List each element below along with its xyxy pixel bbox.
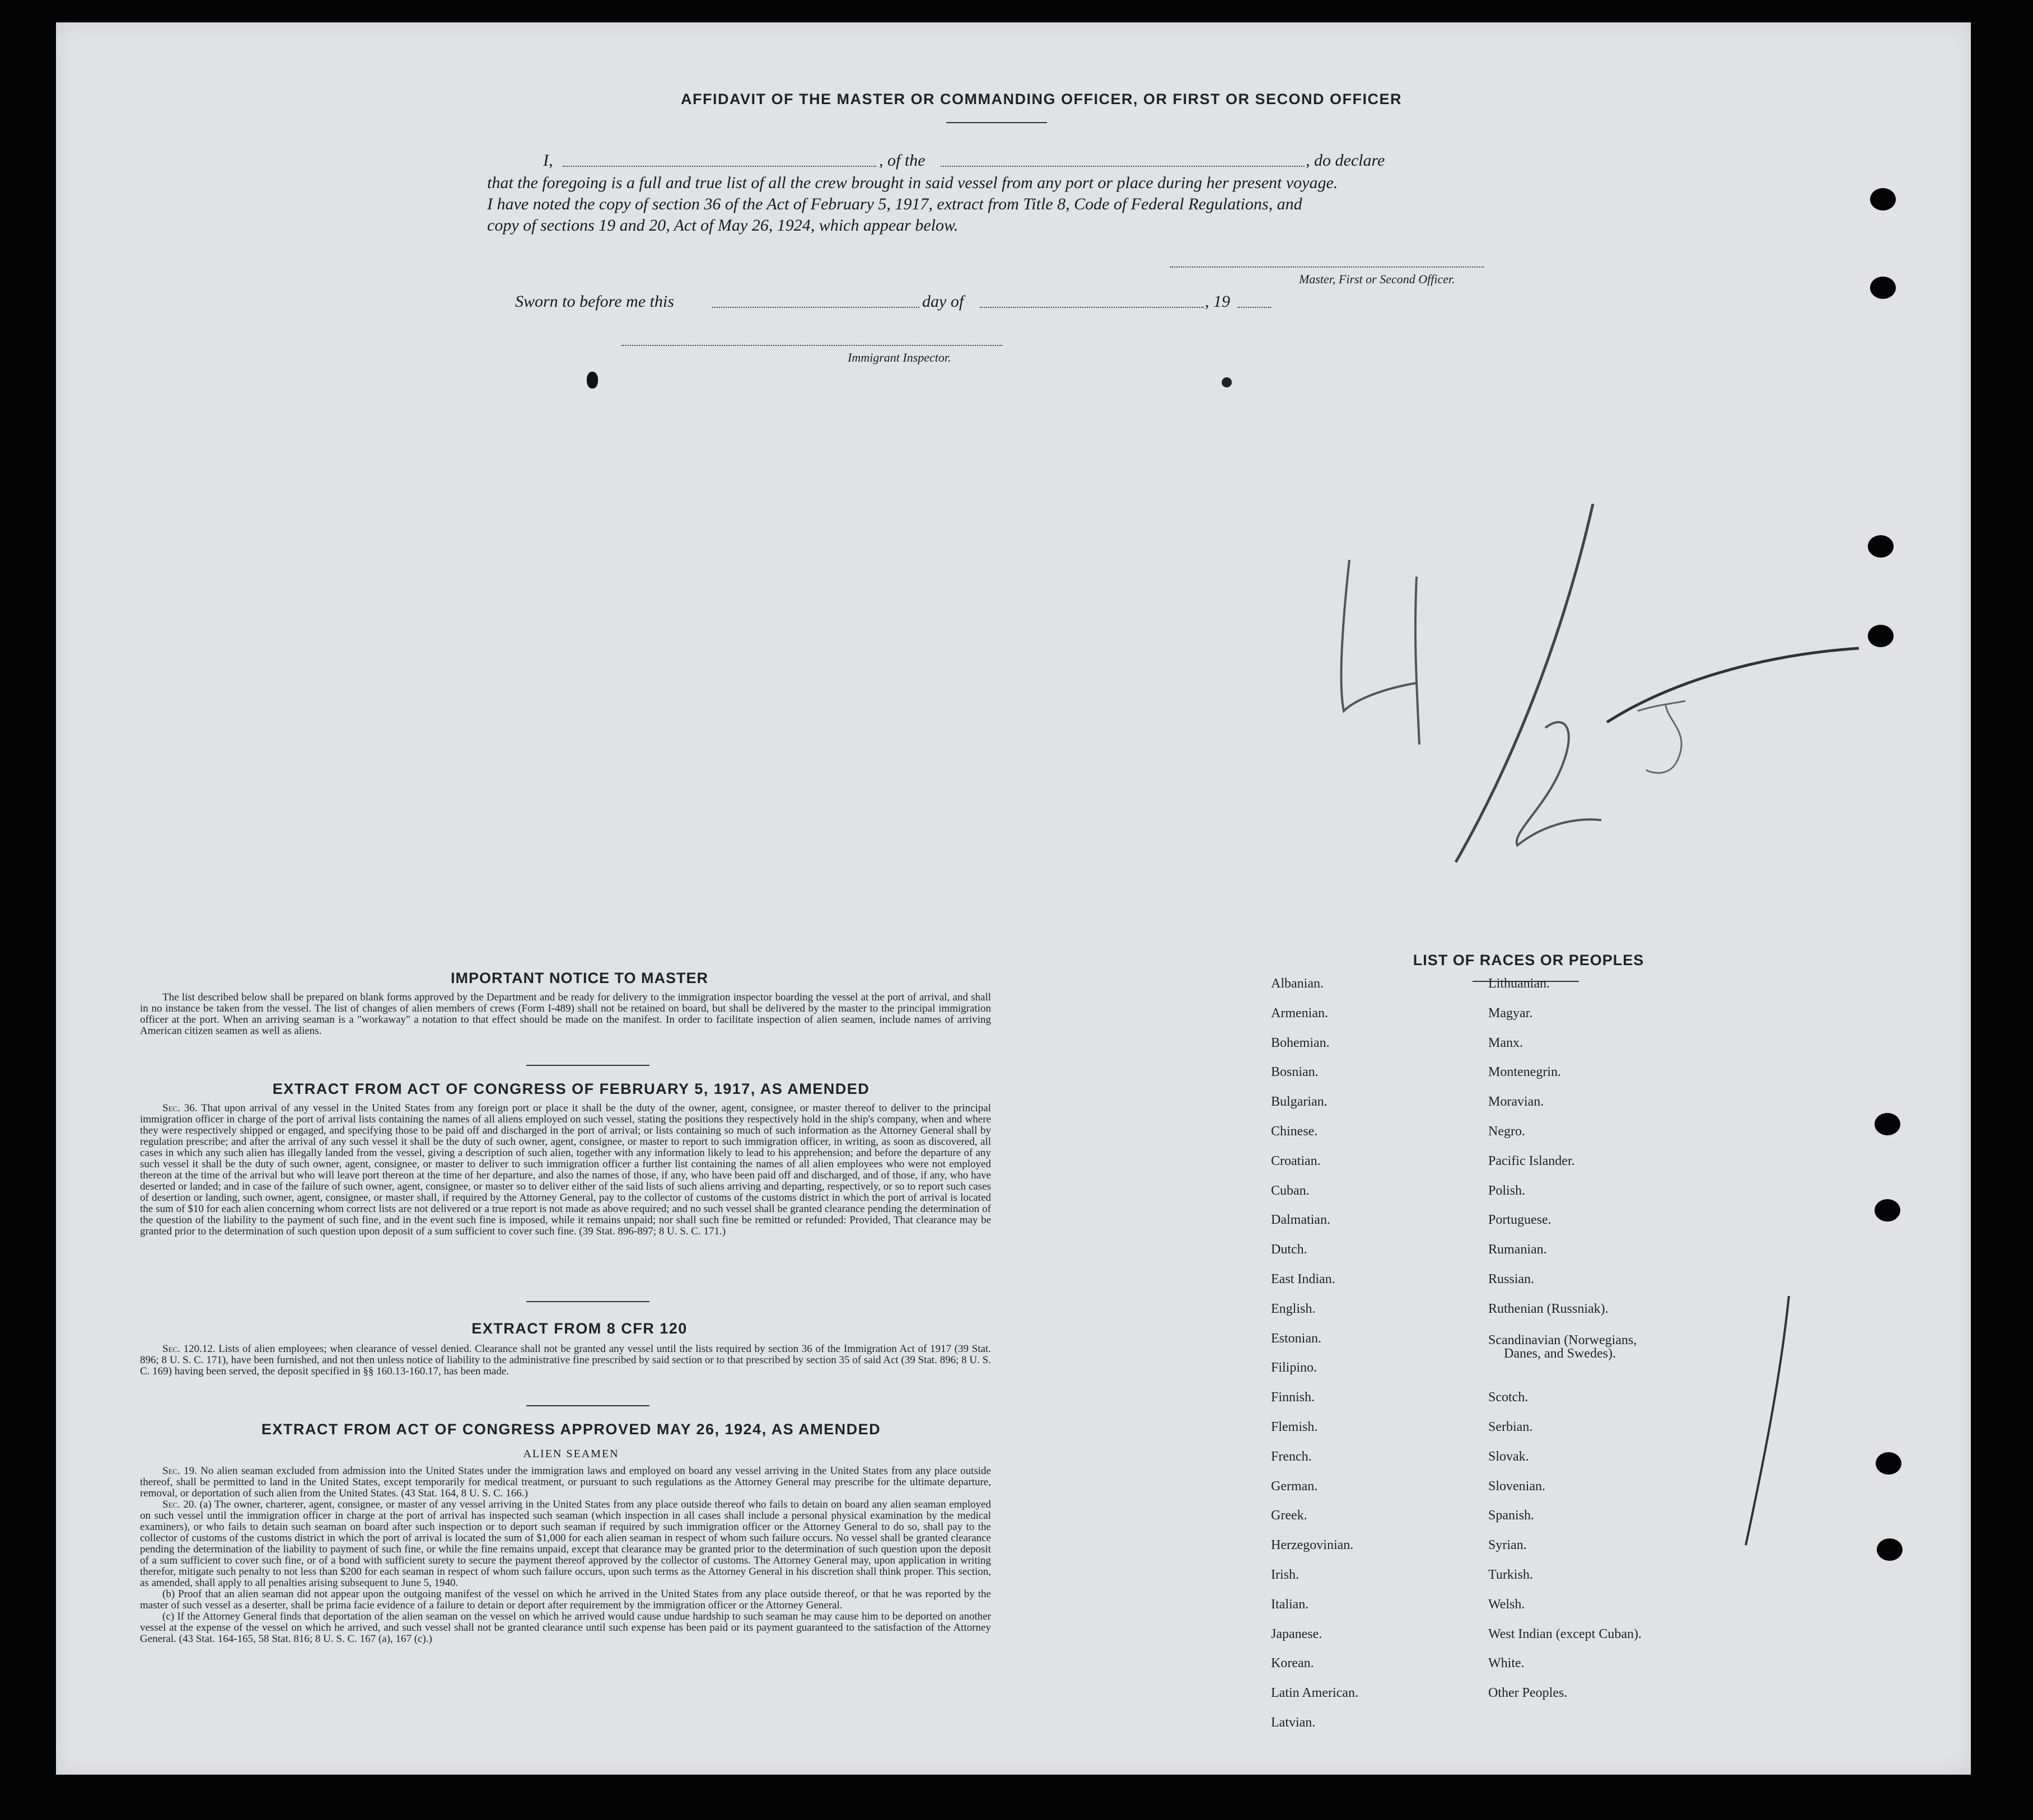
race-item: Slovak. [1488,1449,1529,1464]
declarant-i: I, [543,151,553,170]
form-page [56,22,1971,1775]
race-item: Italian. [1271,1597,1309,1612]
extract-cfr-title: EXTRACT FROM 8 CFR 120 [471,1320,688,1337]
extract-1917-title: EXTRACT FROM ACT OF CONGRESS OF FEBRUARY 5, 1917, AS AMENDED [272,1080,870,1097]
extract-1924-title: EXTRACT FROM ACT OF CONGRESS APPROVED MAY 26, 1924, AS AMENDED [261,1421,881,1438]
race-item: Ruthenian (Russniak). [1488,1301,1609,1316]
declare-label: , do declare [1306,151,1385,170]
affidavit-title: AFFIDAVIT OF THE MASTER OR COMMANDING OFFICER, OR FIRST OR SECOND OFFICER [681,91,1402,107]
sec-36-text: That upon arrival of any vessel in the United States from any foreign port or place it shall be the duty of the owner, agent, consignee, or master thereof to deliver to the principal immigration officer in charge of the port of arrival lists containing the names of all aliens employed on such vessel, stating the positions they respectively hold in the ship's company, when and where they were respectively shipped or engaged, and specifying those to be paid off and discharged in the port of arrival; or lists containing so much of such information as the Attorney General shall by regulation prescribe; and after the arrival of any such vessel it shall be the duty of such owner, agent, consignee, or master to report to such immigration officer, in writing, as soon as discovered, all cases in which any such alien has illegally landed from the vessel, giving a description of such alien, together with any information likely to lead to his apprehension; and before the departure of any such vessel it shall be the duty of such owner, agent, consignee, or master to deliver to such immigration officer a further list containing the names of all alien employees who were not employed thereon at the time of the arrival but who will leave port thereon at the time of her departure, and also the names of those, if any, who have been paid off and discharged, and of those, if any, who have deserted or landed; and in case of the failure of such owner, agent, consignee, or master so to deliver either of the said lists of such aliens arriving and departing, respectively, or so to report such cases of desertion or landing, such owner, agent, consignee, or master shall, if required by the Attorney General, pay to the collector of customs of the customs district in which the port of arrival is located the sum of $10 for each alien concerning whom correct lists are not delivered or a true report is not made as above required; and no such vessel shall be granted clearance pending the determination of the question of the liability to the payment of such fine, and in the event such fine is imposed, while it remains unpaid; nor shall such fine be remitted or refunded: Provided, That clearance may be granted prior to the determination of such question upon deposit of a sum sufficient to cover such fine. (39 Stat. 896-897; 8 U. S. C. 171.) [140,1102,991,1237]
race-item: Filipino. [1271,1360,1317,1375]
of-the-label: , of the [879,151,926,170]
inspector-label: Immigrant Inspector. [848,350,951,364]
race-item: Korean. [1271,1656,1314,1671]
binder-hole [1870,188,1896,210]
race-item: Scotch. [1488,1390,1529,1405]
race-item: Herzegovinian. [1271,1538,1354,1553]
race-item: German. [1271,1479,1318,1494]
race-item: Bosnian. [1271,1065,1319,1080]
race-item: Portuguese. [1488,1213,1551,1228]
race-item: Chinese. [1271,1124,1318,1139]
section-divider [526,1301,649,1302]
sec-120-label: Sec. 120.12. [162,1343,216,1355]
ink-mark [1222,377,1232,387]
affidavit-line-1 [487,151,1484,170]
section-divider [526,1065,649,1066]
extract-1917-body [140,1103,991,1237]
race-item: White. [1488,1656,1525,1671]
race-item: Moravian. [1488,1094,1544,1110]
notice-text: The list described below shall be prepared on blank forms approved by the Department and be ready for delivery to the immigration inspector boarding the vessel at the port of arrival, and shall in no instance be taken from the vessel. The list of changes of alien members of crews (Form I-489) shall not be retained on board, but shall be delivered by the master to the principal immigration officer at the port. When an arriving seaman is a "workaway" a notation to that effect should be made on the manifest. In order to facilitate inspection of alien seamen, include names of arriving American citizen seamen as well as aliens. [140,991,991,1037]
sec-20a-text: (a) The owner, charterer, agent, consignee, or master of any vessel arriving in the United States from any place outside thereof who fails to detain on board any alien seaman employed on such vessel until the immigration officer in charge at the port of arrival has inspected such seaman (which inspection in all cases shall include a personal physical examination by the medical examiners), or who fails to detain such seaman on board after such inspection or to deport such seaman if required by such immigration officer or the Attorney General to do so, shall pay to the collector of customs of the customs district in which the port of arrival is located the sum of $1,000 for each alien seaman in respect of whom such failure occurs. No vessel shall be granted clearance pending the determination of the liability to payment of such fine, or while the fine remains unpaid, except that clearance may be granted prior to the determination of such question upon the deposit of a sum sufficient to cover such fine, or of a bond with sufficient surety to secure the payment thereof approved by the collector of customs. The Attorney General may, upon application in writing therefor, mitigate such penalty to not less than $200 for each seaman in respect of whom such failure occurs, upon such terms as the Attorney General in his discretion shall think proper. This section, as amended, shall apply to all penalties arising subsequent to June 5, 1940. [140,1499,991,1589]
race-item: Spanish. [1488,1508,1535,1523]
sworn-month-field[interactable] [980,307,1204,308]
sec-20b-text: (b) Proof that an alien seaman did not appear upon the outgoing manifest of the vessel on which he arrived in the United States from any place outside thereof, or that he was reported by the master of such vessel as a deserter, shall be prima facie evidence of a failure to detain or deport after requirement by the immigration officer or the Attorney General. [140,1588,991,1611]
race-item: Finnish. [1271,1390,1315,1405]
binder-hole [1875,1199,1900,1222]
binder-hole [1868,535,1894,558]
sworn-day-field[interactable] [712,307,919,308]
extract-cfr-body [140,1344,991,1377]
sec-36-label: Sec. 36. [162,1102,198,1114]
race-item: Welsh. [1488,1597,1525,1612]
race-item: Latin American. [1271,1686,1358,1701]
notice-body [140,992,991,1037]
race-item: Estonian. [1271,1331,1321,1346]
notice-title: IMPORTANT NOTICE TO MASTER [451,970,708,986]
sec-20c-text: (c) If the Attorney General finds that deportation of the alien seaman on the vessel on which he arrived would cause undue hardship to such seaman he may cause him to be deported on another vessel at the expense of the vessel on which he arrived, and such vessel shall not be granted clearance until such expense has been paid or its payment guaranteed to the satisfaction of the Attorney General. (43 Stat. 164-165, 58 Stat. 816; 8 U. S. C. 167 (a), 167 (c).) [140,1611,991,1645]
race-item: Pacific Islander. [1488,1153,1575,1168]
race-item: West Indian (except Cuban). [1488,1626,1642,1641]
race-item: Polish. [1488,1183,1526,1198]
section-divider [526,1405,649,1406]
race-item: Negro. [1488,1124,1525,1139]
title-divider [946,122,1047,123]
handwritten-date-note [1333,498,1870,868]
race-item: Russian. [1488,1272,1535,1286]
day-of-label: day of [922,292,964,311]
races-title: LIST OF RACES OR PEOPLES [1413,952,1644,969]
race-item: Croatian. [1271,1153,1321,1168]
race-item: Lithuanian. [1488,976,1550,991]
race-item: Montenegrin. [1488,1065,1561,1080]
race-item: Bohemian. [1271,1035,1330,1050]
race-item: Irish. [1271,1568,1299,1582]
race-item: Dutch. [1271,1242,1307,1257]
binder-hole [1875,1113,1900,1135]
race-item: Latvian. [1271,1715,1316,1730]
binder-hole [1876,1452,1901,1475]
sworn-line [515,292,1344,311]
race-item: Dalmatian. [1271,1213,1330,1228]
race-item: East Indian. [1271,1272,1335,1286]
sec-19-text: No alien seaman excluded from admission into the United States under the immigration laws and employed on board any vessel arriving in the United States from any place outside thereof, shall be permitted to land in the United States, except temporarily for medical treatment, or pursuant to such regulations as the Attorney General may prescribe for the ultimate departure, removal, or deportation of such alien from the United States. (43 Stat. 164, 8 U. S. C. 166.) [140,1465,991,1499]
sworn-prefix: Sworn to before me this [515,292,674,311]
margin-pen-stroke [1736,1293,1803,1551]
declarant-name-field[interactable] [563,166,876,167]
affidavit-line-2: that the foregoing is a full and true list of all the crew brought in said vessel from any port or place during her present voyage. [487,174,1338,192]
sec-19-label: Sec. 19. [162,1465,197,1477]
race-item: Japanese. [1271,1626,1322,1641]
race-item: Danes, and Swedes). [1504,1346,1616,1361]
binder-hole [1868,625,1894,647]
race-item: Flemish. [1271,1420,1318,1434]
race-item: Other Peoples. [1488,1686,1568,1701]
race-item: Magyar. [1488,1005,1533,1021]
master-signature-field[interactable] [1170,266,1484,268]
sec-20-label: Sec. 20. [162,1499,197,1510]
race-item: Turkish. [1488,1568,1533,1582]
race-item: Serbian. [1488,1420,1533,1434]
alien-seamen-subtitle: ALIEN SEAMEN [523,1448,619,1460]
race-item: Slovenian. [1488,1479,1545,1494]
race-item: Greek. [1271,1508,1307,1523]
race-item: English. [1271,1301,1316,1316]
extract-1924-body [140,1466,991,1645]
race-item: Bulgarian. [1271,1094,1328,1110]
race-item: Armenian. [1271,1005,1328,1021]
vessel-name-field[interactable] [941,166,1305,167]
ink-mark [587,372,598,389]
race-item: Albanian. [1271,976,1324,991]
race-item: Cuban. [1271,1183,1310,1198]
binder-hole [1870,277,1896,299]
race-item: Rumanian. [1488,1242,1547,1257]
race-item: French. [1271,1449,1312,1464]
affidavit-line-4: copy of sections 19 and 20, Act of May 26, 1924, which appear below. [487,216,959,235]
inspector-signature-field[interactable] [621,345,1002,346]
race-item: Scandinavian (Norwegians, [1488,1332,1637,1348]
year-label: , 19 [1205,292,1230,311]
master-signature-label: Master, First or Second Officer. [1299,272,1455,286]
race-item: Syrian. [1488,1538,1527,1553]
affidavit-line-3: I have noted the copy of section 36 of the Act of February 5, 1917, extract from Title 8, Code of Federal Regulations, and [487,195,1302,213]
sworn-year-field[interactable] [1237,307,1271,308]
binder-hole [1877,1538,1903,1561]
race-item: Manx. [1488,1035,1523,1050]
sec-120-text: Lists of alien employees; when clearance of vessel denied. Clearance shall not be granted any vessel until the lists required by section 36 of the Immigration Act of 1917 (39 Stat. 896; 8 U. S. C. 171), have been furnished, and not then unless notice of liability to the administrative fine prescribed by said section or to that prescribed by section 35 of said Act (39 Stat. 896; 8 U. S. C. 169) having been served, the deposit specified in §§ 160.13-160.17, has been made. [140,1343,991,1377]
